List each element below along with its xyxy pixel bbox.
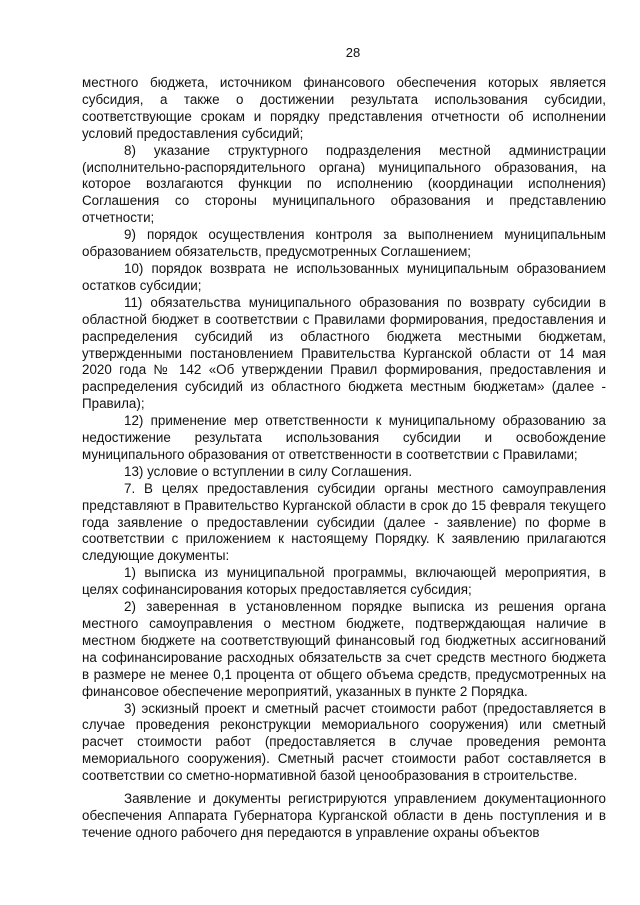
list-item-12: 12) применение мер ответственности к муниципальному образованию за недостижение результата использования субсидии и освобождение муниципального образования от ответственности в соответствии с Правилами; — [82, 413, 606, 462]
paragraph-continuation: местного бюджета, источником финансового обеспечения которых является субсидия, а также о достижении результата использования субсидии, соответствующие срокам и порядку представления отчетности об исполнении условий предоставления субсидий; — [82, 75, 606, 141]
list-item-8: 8) указание структурного подразделения местной администрации (исполнительно-распорядительного органа) муниципального образования, на которое возлагаются функции по исполнению (координации исполнения) Соглашения со стороны муниципального образования и представлению отчетности; — [82, 142, 606, 226]
list-item-9: 9) порядок осуществления контроля за выполнением муниципальным образованием обязательств, предусмотренных Соглашением; — [82, 227, 606, 260]
list-item-13: 13) условие о вступлении в силу Соглашения. — [124, 463, 413, 479]
section-7: 7. В целях предоставления субсидии органы местного самоуправления представляют в Правительство Курганской области в срок до 15 февраля текущего года заявление о предоставлении субсидии (далее - заявление) по форме в соответствии с приложением к настоящему Порядку. К заявлению прилагаются следующие документы: — [82, 480, 606, 564]
registration-paragraph: Заявление и документы регистрируются управлением документационного обеспечения Аппарата Губернатора Курганской области в день поступления и в течение одного рабочего дня передаются в управление охраны объектов — [82, 791, 606, 840]
page-number: 28 — [345, 45, 361, 60]
list-item-10: 10) порядок возврата не использованных муниципальным образованием остатков субсидии; — [82, 260, 606, 293]
document-item-2: 2) заверенная в установленном порядке выписка из решения органа местного самоуправления о местном бюджете, подтверждающая наличие в местном бюджете на соответствующий финансовый год бюджетных ассигнований на софинансирование расходных обязательств за счет средств местного бюджета в размере не менее 0,1 процента от общего объема средств, предусмотренных на финансовое обеспечение мероприятий, указанных в пункте 2 Порядка. — [82, 599, 606, 699]
document-body — [82, 75, 606, 842]
document-item-1: 1) выписка из муниципальной программы, включающей мероприятия, в целях софинансирования которых предоставляется субсидия; — [82, 565, 606, 598]
document-item-3: 3) эскизный проект и сметный расчет стоимости работ (предоставляется в случае проведения реконструкции мемориального сооружения) или сметный расчет стоимости работ (предоставляется в случае проведения ремонта мемориального сооружения). Сметный расчет стоимости работ составляется в соответствии со сметно-нормативной базой ценообразования в строительстве. — [82, 700, 606, 784]
list-item-11: 11) обязательства муниципального образования по возврату субсидии в областной бюджет в соответствии с Правилами формирования, предоставления и распределения субсидий из областного бюджета местными бюджетам, утвержденными постановлением Правительства Курганской области от 14 мая 2020 года № 142 «Об утверждении Правил формирования, предоставления и распределения субсидий из областного бюджета местным бюджетам» (далее - Правила); — [82, 294, 606, 412]
